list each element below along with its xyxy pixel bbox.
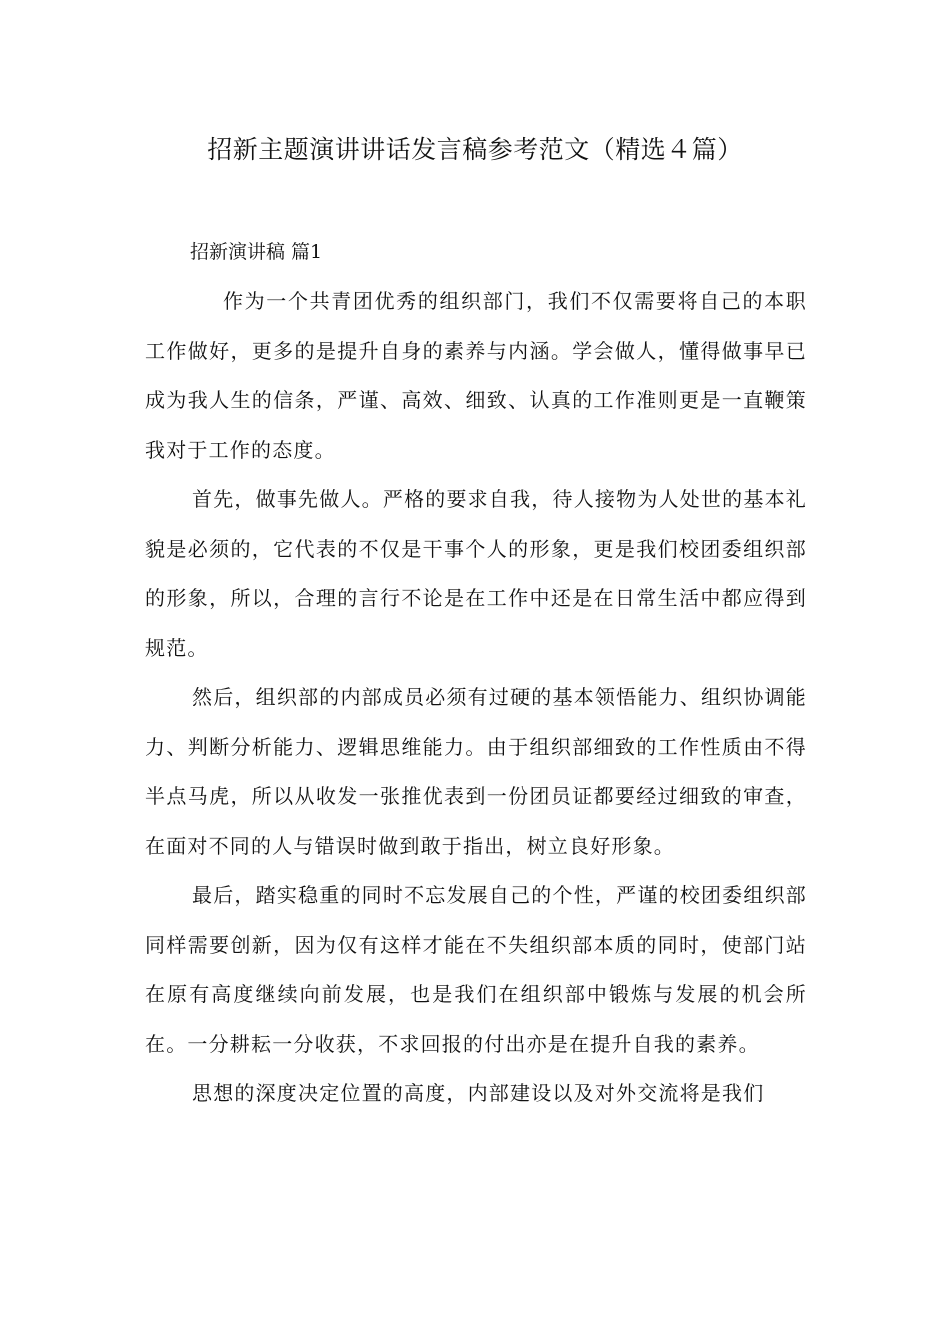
paragraph-2: 首先，做事先做人。严格的要求自我，待人接物为人处世的基本礼貌是必须的，它代表的不仅是干事个人的形象，更是我们校团委组织部的形象，所以，合理的言行不论是在工作中还是在日常生活中都应得到规范。 [145, 487, 807, 660]
paragraph-5: 思想的深度决定位置的高度，内部建设以及对外交流将是我们 [192, 1081, 765, 1105]
paragraph-1: 作为一个共青团优秀的组织部门，我们不仅需要将自己的本职工作做好，更多的是提升自身的素养与内涵。学会做人，懂得做事早已成为我人生的信条，严谨、高效、细致、认真的工作准则更是一直鞭策我对于工作的态度。 [145, 289, 807, 462]
document-body [145, 277, 807, 1119]
section-heading: 招新演讲稿 篇1 [190, 241, 323, 263]
paragraph-3: 然后，组织部的内部成员必须有过硬的基本领悟能力、组织协调能力、判断分析能力、逻辑思维能力。由于组织部细致的工作性质由不得半点马虎，所以从收发一张推优表到一份团员证都要经过细致的审查，在面对不同的人与错误时做到敢于指出，树立良好形象。 [145, 685, 807, 858]
document-title: 招新主题演讲讲话发言稿参考范文（精选４篇） [207, 135, 743, 164]
paragraph-4: 最后，踏实稳重的同时不忘发展自己的个性，严谨的校团委组织部同样需要创新，因为仅有这样才能在不失组织部本质的同时，使部门站在原有高度继续向前发展，也是我们在组织部中锻炼与发展的机会所在。一分耕耘一分收获，不求回报的付出亦是在提升自我的素养。 [145, 883, 807, 1056]
